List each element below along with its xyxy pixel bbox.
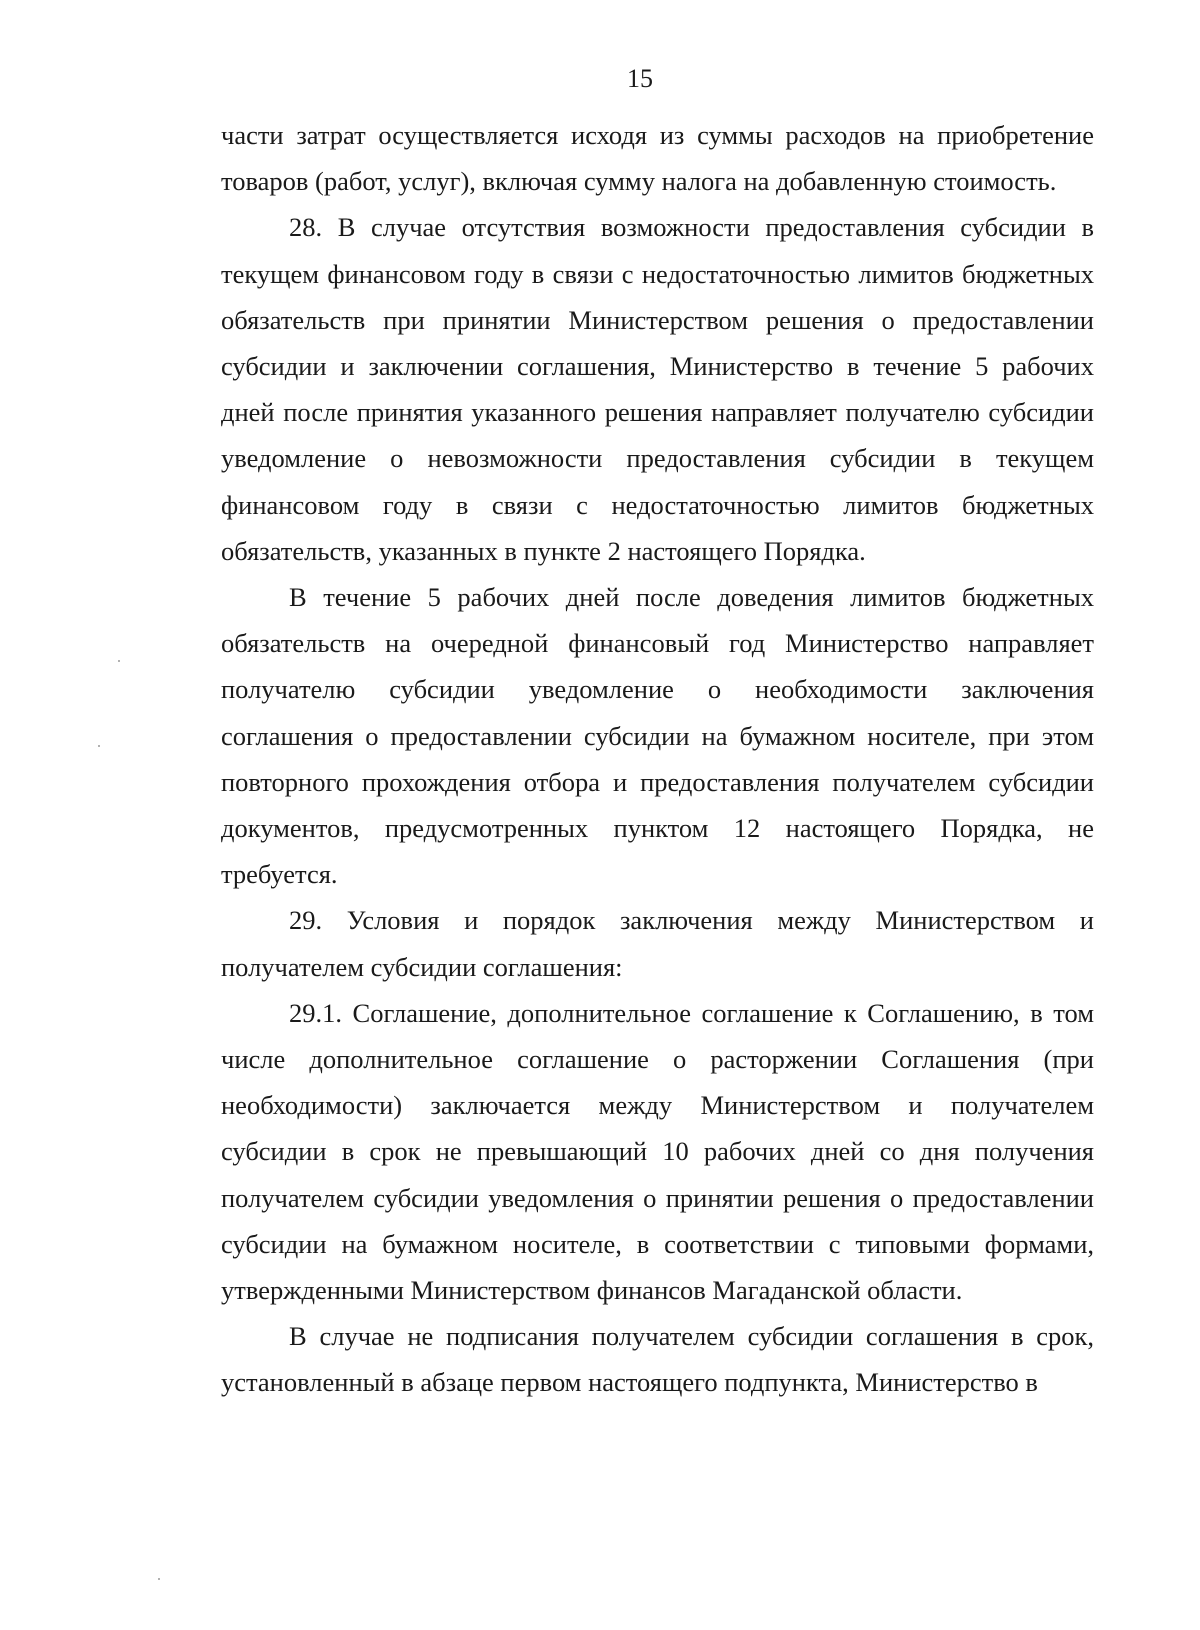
page-number: 15 [627, 64, 653, 93]
scan-speck [158, 1578, 160, 1580]
scan-speck [98, 745, 100, 747]
paragraph-continuation: части затрат осуществляется исходя из суммы расходов на приобретение товаров (работ, услуг), включая сумму налога на добавленную стоимость. [221, 120, 1094, 197]
paragraph-item-29-1: 29.1. Соглашение, дополнительное соглашение к Соглашению, в том числе дополнительное соглашение о расторжении Соглашения (при необходимости) заключается между Министерством и получателем субсидии в срок не превышающий 10 рабочих дней со дня получения получателем субсидии уведомления о принятии решения о предоставлении субсидии на бумажном носителе, в соответствии с типовыми формами, утвержденными Министерством финансов Магаданской области. [221, 997, 1094, 1306]
paragraph-limits-notice: В течение 5 рабочих дней после доведения лимитов бюджетных обязательств на очередной финансовый год Министерство направляет получателю субсидии уведомление о необходимости заключения соглашения о предоставлении субсидии на бумажном носителе, при этом повторного прохождения отбора и предоставления получателем субсидии документов, предусмотренных пунктом 12 настоящего Порядка, не требуется. [221, 582, 1094, 890]
document-body [221, 112, 1094, 1406]
scan-speck [118, 660, 120, 662]
paragraph-item-29: 29. Условия и порядок заключения между Министерством и получателем субсидии соглашения: [221, 905, 1094, 982]
paragraph-item-28: 28. В случае отсутствия возможности предоставления субсидии в текущем финансовом году в связи с недостаточностью лимитов бюджетных обязательств при принятии Министерством решения о предоставлении субсидии и заключении соглашения, Министерство в течение 5 рабочих дней после принятия указанного решения направляет получателю субсидии уведомление о невозможности предоставления субсидии в текущем финансовом году в связи с недостаточностью лимитов бюджетных обязательств, указанных в пункте 2 настоящего Порядка. [221, 212, 1094, 566]
paragraph-unsigned-agreement: В случае не подписания получателем субсидии соглашения в срок, установленный в абзаце первом настоящего подпункта, Министерство в [221, 1321, 1094, 1398]
